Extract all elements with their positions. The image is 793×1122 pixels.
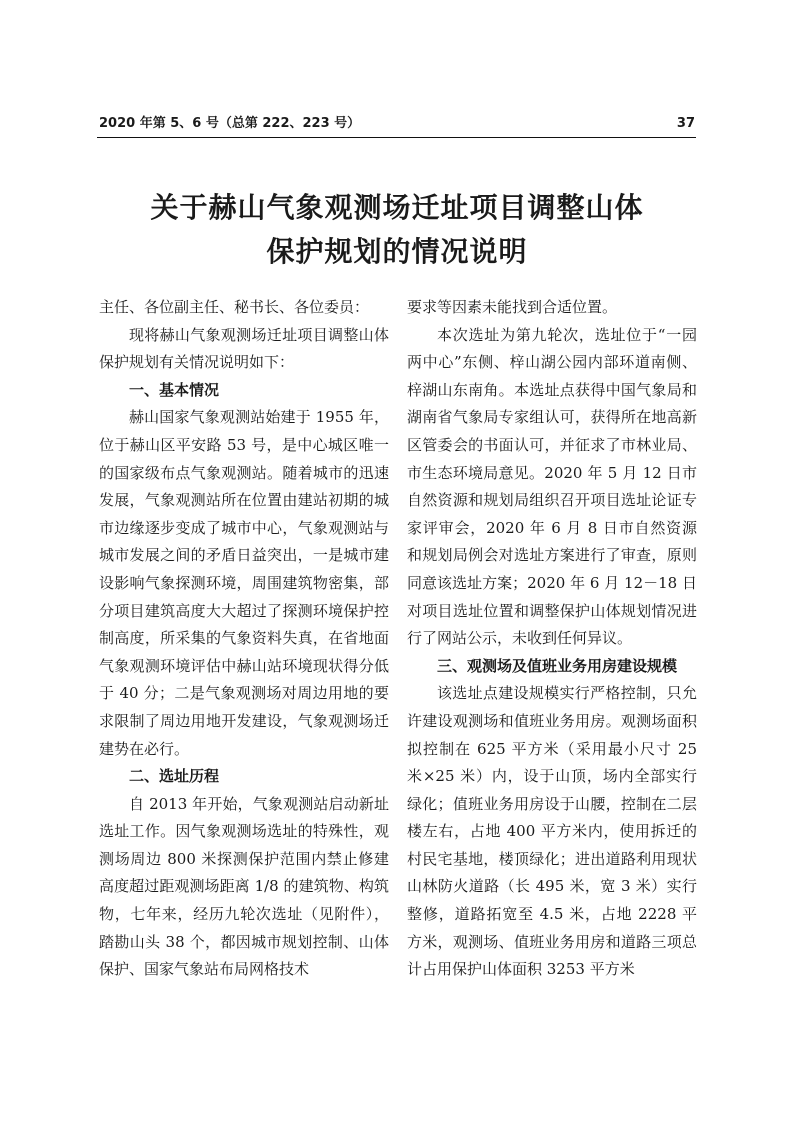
document-title bbox=[99, 186, 695, 274]
title-line-1: 关于赫山气象观测场迁址项目调整山体 bbox=[150, 191, 644, 224]
section-heading-construction-scale: 三、观测场及值班业务用房建设规模 bbox=[437, 656, 678, 675]
intro-paragraph: 现将赫山气象观测场迁址项目调整山体保护规划有关情况说明如下： bbox=[99, 325, 389, 372]
title-line-2: 保护规划的情况说明 bbox=[266, 235, 528, 268]
construction-scale-paragraph: 该选址点建设规模实行严格控制，只允许建设观测场和值班业务用房。观测场面积拟控制在 625 平方米（采用最小尺寸 25 米×25 米）内，设于山顶，场内全部实行绿化；值班业务用房设于山腰，控制在二层楼左右，占地 400 平方米内，使用拆迁的村民宅基地，楼顶绿化；进出道路利用现状山林防火道路（长 495 米，宽 3 米）实行整修，道路拓宽至 4.5 米，占地 2228 平方米，观测场、值班业务用房和道路三项总计占用保护山体面积 3253 平方米 bbox=[407, 684, 697, 979]
basic-situation-paragraph: 赫山国家气象观测站始建于 1955 年，位于赫山区平安路 53 号，是中心城区唯一的国家级布点气象观测站。随着城市的迅速发展，气象观测站所在位置由建站初期的城市边缘逐步变成了城市中心，气象观测站与城市发展之间的矛盾日益突出，一是城市建设影响气象探测环境，周围建筑物密集，部分项目建筑高度大大超过了探测环境保护控制高度，所采集的气象资料失真，在省地面气象观测环境评估中赫山站环境现状得分低于 40 分；二是气象观测场对周边用地的要求限制了周边用地开发建设，气象观测场迁建势在必行。 bbox=[99, 408, 389, 758]
running-head bbox=[99, 116, 695, 132]
header-rule bbox=[97, 137, 696, 138]
page-number: 37 bbox=[676, 116, 695, 131]
right-column bbox=[407, 294, 697, 984]
section-heading-site-history: 二、选址历程 bbox=[129, 767, 220, 786]
salutation: 主任、各位副主任、秘书长、各位委员： bbox=[99, 298, 370, 316]
left-column bbox=[99, 294, 389, 984]
issue-label: 2020 年第 5、6 号（总第 222、223 号） bbox=[99, 116, 361, 131]
site-history-continuation: 要求等因素未能找到合适位置。 bbox=[407, 298, 618, 316]
site-history-paragraph: 自 2013 年开始，气象观测站启动新址选址工作。因气象观测场选址的特殊性，观测场周边 800 米探测保护范围内禁止修建高度超过距观测场距离 1/8 的建筑物、构筑物，七年来，经历九轮次选址（见附件），踏勘山头 38 个，都因城市规划控制、山体保护、国家气象站布局网格技术 bbox=[99, 794, 389, 979]
section-heading-basic-situation: 一、基本情况 bbox=[129, 380, 220, 399]
ninth-round-paragraph: 本次选址为第九轮次，选址位于“一园两中心”东侧、梓山湖公园内部环道南侧、梓湖山东南角。本选址点获得中国气象局和湖南省气象局专家组认可，获得所在地高新区管委会的书面认可，并征求了市林业局、市生态环境局意见。2020 年 5 月 12 日市自然资源和规划局组织召开项目选址论证专家评审会，2020 年 6 月 8 日市自然资源和规划局例会对选址方案进行了审查，原则同意该选址方案；2020 年 6 月 12－18 日对项目选址位置和调整保护山体规划情况进行了网站公示，未收到任何异议。 bbox=[407, 325, 697, 648]
